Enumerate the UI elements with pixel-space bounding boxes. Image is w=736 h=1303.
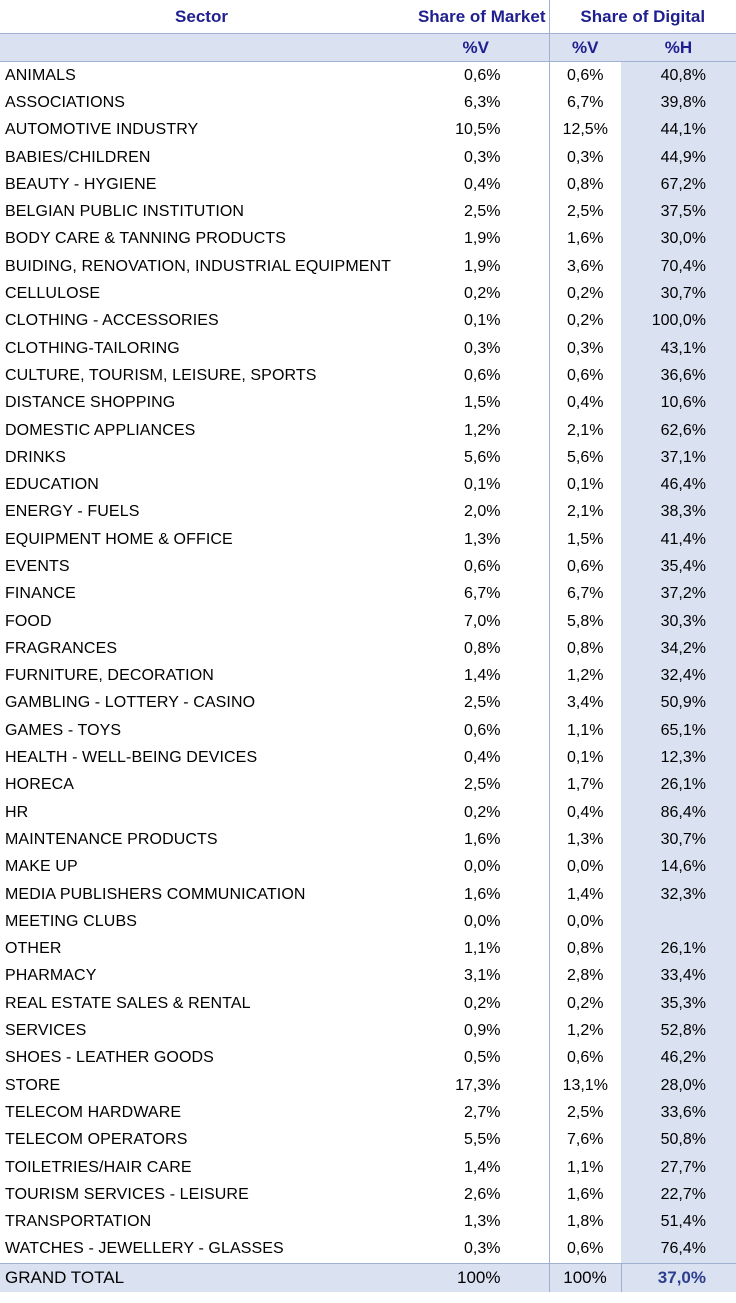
row-digital-h: 35,4% xyxy=(621,553,736,580)
row-digital-h: 30,7% xyxy=(621,826,736,853)
row-sector: TRANSPORTATION xyxy=(5,1213,152,1231)
row-sector: GAMBLING - LOTTERY - CASINO xyxy=(5,694,256,712)
row-sector: ENERGY - FUELS xyxy=(5,503,140,521)
table-row xyxy=(0,1236,736,1264)
table-row xyxy=(0,308,736,335)
row-market-v: 5,6% xyxy=(403,444,549,471)
row-market-v: 1,2% xyxy=(403,417,549,444)
row-digital-h: 100,0% xyxy=(621,308,736,335)
row-digital-h: 32,4% xyxy=(621,663,736,690)
table-row xyxy=(0,226,736,253)
table-row xyxy=(0,1208,736,1235)
row-market-v: 1,9% xyxy=(403,226,549,253)
row-market-v: 2,7% xyxy=(403,1099,549,1126)
row-digital-v: 7,6% xyxy=(567,1131,604,1149)
row-digital-h: 26,1% xyxy=(621,772,736,799)
row-digital-v: 13,1% xyxy=(562,1076,608,1094)
row-market-v: 2,0% xyxy=(403,499,549,526)
row-digital-v: 0,1% xyxy=(567,749,604,767)
row-market-v: 0,1% xyxy=(403,308,549,335)
grand-total-label: GRAND TOTAL xyxy=(0,1264,403,1293)
row-market-v: 0,6% xyxy=(403,62,549,90)
row-digital-h: 33,6% xyxy=(621,1099,736,1126)
row-digital-v: 1,6% xyxy=(567,230,604,248)
table-row xyxy=(0,1127,736,1154)
row-market-v: 1,9% xyxy=(403,253,549,280)
row-digital-v: 0,8% xyxy=(567,175,604,193)
table-row xyxy=(0,362,736,389)
header-share-of-digital: Share of Digital xyxy=(549,0,736,34)
table-row xyxy=(0,526,736,553)
table-row xyxy=(0,936,736,963)
row-digital-v: 0,8% xyxy=(567,639,604,657)
table-row xyxy=(0,608,736,635)
table-row xyxy=(0,417,736,444)
row-sector: TELECOM OPERATORS xyxy=(5,1131,188,1149)
row-sector: EQUIPMENT HOME & OFFICE xyxy=(5,530,233,548)
header-digital-h: %H xyxy=(621,34,736,62)
row-digital-h: 50,8% xyxy=(621,1127,736,1154)
row-digital-v: 2,5% xyxy=(567,203,604,221)
row-digital-v: 1,5% xyxy=(567,530,604,548)
row-market-v: 1,6% xyxy=(403,881,549,908)
row-digital-h: 35,3% xyxy=(621,990,736,1017)
row-digital-v: 1,1% xyxy=(567,1158,604,1176)
row-sector: FURNITURE, DECORATION xyxy=(5,667,214,685)
row-digital-h: 43,1% xyxy=(621,335,736,362)
row-digital-h: 46,2% xyxy=(621,1045,736,1072)
table-row xyxy=(0,198,736,225)
row-market-v: 10,5% xyxy=(403,117,549,144)
row-digital-h: 41,4% xyxy=(621,526,736,553)
row-sector: FOOD xyxy=(5,612,52,630)
row-digital-v: 0,6% xyxy=(567,366,604,384)
table-row xyxy=(0,553,736,580)
row-digital-h: 30,3% xyxy=(621,608,736,635)
row-digital-h: 40,8% xyxy=(621,62,736,90)
row-digital-h: 36,6% xyxy=(621,362,736,389)
table-row xyxy=(0,826,736,853)
row-digital-h: 70,4% xyxy=(621,253,736,280)
row-sector: DOMESTIC APPLIANCES xyxy=(5,421,196,439)
table-row xyxy=(0,990,736,1017)
grand-total-row xyxy=(0,1264,736,1293)
row-sector: FRAGRANCES xyxy=(5,639,118,657)
row-sector: TELECOM HARDWARE xyxy=(5,1103,182,1121)
row-sector: SERVICES xyxy=(5,1022,87,1040)
row-digital-v: 1,1% xyxy=(567,721,604,739)
table-row xyxy=(0,471,736,498)
table-row xyxy=(0,799,736,826)
row-market-v: 1,1% xyxy=(403,936,549,963)
header-share-of-market: Share of Market xyxy=(403,0,549,34)
row-sector: MAINTENANCE PRODUCTS xyxy=(5,830,218,848)
row-digital-h: 14,6% xyxy=(621,854,736,881)
row-market-v: 0,5% xyxy=(403,1045,549,1072)
header-sector: Sector xyxy=(0,0,403,34)
table-row xyxy=(0,1099,736,1126)
row-sector: HR xyxy=(5,803,29,821)
header-digital-v: %V xyxy=(549,34,621,62)
row-market-v: 0,8% xyxy=(403,635,549,662)
row-sector: PHARMACY xyxy=(5,967,97,985)
table-row xyxy=(0,772,736,799)
row-market-v: 7,0% xyxy=(403,608,549,635)
row-market-v: 0,0% xyxy=(403,908,549,935)
table-row xyxy=(0,744,736,771)
row-market-v: 1,5% xyxy=(403,390,549,417)
row-market-v: 2,5% xyxy=(403,198,549,225)
row-digital-h: 22,7% xyxy=(621,1181,736,1208)
row-digital-v: 3,6% xyxy=(567,257,604,275)
row-digital-v: 1,6% xyxy=(567,1185,604,1203)
row-sector: MEDIA PUBLISHERS COMMUNICATION xyxy=(5,885,306,903)
header-row-groups xyxy=(0,0,736,34)
row-digital-v: 0,0% xyxy=(567,858,604,876)
table-row xyxy=(0,690,736,717)
row-digital-h: 12,3% xyxy=(621,744,736,771)
row-digital-h: 39,8% xyxy=(621,89,736,116)
row-sector: BELGIAN PUBLIC INSTITUTION xyxy=(5,203,245,221)
table-row xyxy=(0,908,736,935)
row-market-v: 1,6% xyxy=(403,826,549,853)
row-digital-h: 46,4% xyxy=(621,471,736,498)
table-row xyxy=(0,144,736,171)
table-row xyxy=(0,881,736,908)
header-market-v: %V xyxy=(403,34,549,62)
row-sector: CLOTHING - ACCESSORIES xyxy=(5,312,219,330)
table-row xyxy=(0,390,736,417)
row-digital-v: 6,7% xyxy=(567,93,604,111)
table-row xyxy=(0,581,736,608)
row-digital-v: 2,8% xyxy=(567,967,604,985)
table-row xyxy=(0,1181,736,1208)
row-digital-h: 28,0% xyxy=(621,1072,736,1099)
table-row xyxy=(0,117,736,144)
row-market-v: 3,1% xyxy=(403,963,549,990)
grand-total-market-v: 100% xyxy=(403,1264,549,1293)
table-row xyxy=(0,1045,736,1072)
row-sector: REAL ESTATE SALES & RENTAL xyxy=(5,994,251,1012)
row-market-v: 0,2% xyxy=(403,799,549,826)
header-sector-blank xyxy=(0,34,403,62)
table-row xyxy=(0,335,736,362)
row-digital-v: 0,0% xyxy=(567,912,604,930)
row-sector: ASSOCIATIONS xyxy=(5,93,126,111)
row-market-v: 1,4% xyxy=(403,1154,549,1181)
row-digital-v: 0,3% xyxy=(567,339,604,357)
row-market-v: 0,0% xyxy=(403,854,549,881)
row-sector: BABIES/CHILDREN xyxy=(5,148,151,166)
row-market-v: 5,5% xyxy=(403,1127,549,1154)
row-digital-v: 3,4% xyxy=(567,694,604,712)
row-digital-h: 30,7% xyxy=(621,280,736,307)
row-digital-v: 2,1% xyxy=(567,503,604,521)
row-digital-h: 34,2% xyxy=(621,635,736,662)
row-sector: HORECA xyxy=(5,776,75,794)
row-market-v: 0,4% xyxy=(403,744,549,771)
row-digital-h: 65,1% xyxy=(621,717,736,744)
row-digital-h: 62,6% xyxy=(621,417,736,444)
row-sector: TOILETRIES/HAIR CARE xyxy=(5,1158,192,1176)
table-row xyxy=(0,1154,736,1181)
row-market-v: 0,3% xyxy=(403,1236,549,1264)
row-digital-v: 6,7% xyxy=(567,585,604,603)
row-digital-h: 30,0% xyxy=(621,226,736,253)
row-market-v: 0,6% xyxy=(403,362,549,389)
row-market-v: 2,6% xyxy=(403,1181,549,1208)
row-market-v: 2,5% xyxy=(403,772,549,799)
row-sector: TOURISM SERVICES - LEISURE xyxy=(5,1185,249,1203)
table-row xyxy=(0,663,736,690)
table-row xyxy=(0,89,736,116)
row-digital-v: 2,5% xyxy=(567,1103,604,1121)
row-digital-v: 1,7% xyxy=(567,776,604,794)
row-digital-h xyxy=(621,908,736,935)
table-row xyxy=(0,963,736,990)
row-sector: SHOES - LEATHER GOODS xyxy=(5,1049,214,1067)
row-digital-v: 1,4% xyxy=(567,885,604,903)
row-digital-v: 12,5% xyxy=(562,121,608,139)
row-digital-h: 37,1% xyxy=(621,444,736,471)
table-body xyxy=(0,62,736,1264)
table-row xyxy=(0,717,736,744)
row-digital-v: 1,2% xyxy=(567,1022,604,1040)
row-digital-h: 33,4% xyxy=(621,963,736,990)
table-row xyxy=(0,62,736,90)
row-digital-h: 27,7% xyxy=(621,1154,736,1181)
row-digital-v: 2,1% xyxy=(567,421,604,439)
row-sector: GAMES - TOYS xyxy=(5,721,122,739)
row-sector: ANIMALS xyxy=(5,66,76,84)
row-market-v: 1,4% xyxy=(403,663,549,690)
grand-total-digital-h: 37,0% xyxy=(621,1264,736,1293)
row-market-v: 0,3% xyxy=(403,335,549,362)
row-digital-v: 1,2% xyxy=(567,667,604,685)
row-sector: BUIDING, RENOVATION, INDUSTRIAL EQUIPMENT xyxy=(5,257,392,275)
row-sector: DISTANCE SHOPPING xyxy=(5,394,176,412)
row-sector: MAKE UP xyxy=(5,858,78,876)
header-row-measures xyxy=(0,34,736,62)
row-market-v: 0,3% xyxy=(403,144,549,171)
row-digital-v: 0,2% xyxy=(567,312,604,330)
row-market-v: 2,5% xyxy=(403,690,549,717)
table-row xyxy=(0,280,736,307)
row-digital-v: 0,1% xyxy=(567,476,604,494)
row-digital-h: 76,4% xyxy=(621,1236,736,1264)
row-market-v: 1,3% xyxy=(403,526,549,553)
row-market-v: 0,9% xyxy=(403,1017,549,1044)
row-sector: HEALTH - WELL-BEING DEVICES xyxy=(5,749,258,767)
row-sector: EVENTS xyxy=(5,557,70,575)
row-sector: EDUCATION xyxy=(5,476,99,494)
row-sector: OTHER xyxy=(5,940,62,958)
row-digital-h: 50,9% xyxy=(621,690,736,717)
table-row xyxy=(0,171,736,198)
table-row xyxy=(0,253,736,280)
table-row xyxy=(0,1017,736,1044)
table-row xyxy=(0,635,736,662)
row-digital-v: 0,8% xyxy=(567,940,604,958)
row-sector: CELLULOSE xyxy=(5,285,101,303)
row-market-v: 0,6% xyxy=(403,553,549,580)
row-digital-h: 10,6% xyxy=(621,390,736,417)
row-market-v: 0,4% xyxy=(403,171,549,198)
row-digital-v: 0,6% xyxy=(567,557,604,575)
table-row xyxy=(0,444,736,471)
row-sector: MEETING CLUBS xyxy=(5,912,137,930)
table-row xyxy=(0,1072,736,1099)
row-digital-v: 0,4% xyxy=(567,394,604,412)
row-sector: BODY CARE & TANNING PRODUCTS xyxy=(5,230,287,248)
row-digital-v: 0,2% xyxy=(567,994,604,1012)
row-sector: STORE xyxy=(5,1076,61,1094)
row-digital-h: 44,9% xyxy=(621,144,736,171)
row-digital-v: 0,6% xyxy=(567,1240,604,1258)
row-digital-v: 0,6% xyxy=(567,66,604,84)
row-digital-h: 32,3% xyxy=(621,881,736,908)
row-sector: WATCHES - JEWELLERY - GLASSES xyxy=(5,1240,284,1258)
row-digital-v: 0,6% xyxy=(567,1049,604,1067)
row-digital-v: 5,6% xyxy=(567,448,604,466)
row-digital-v: 0,2% xyxy=(567,285,604,303)
row-market-v: 17,3% xyxy=(403,1072,549,1099)
row-digital-h: 38,3% xyxy=(621,499,736,526)
row-digital-h: 37,2% xyxy=(621,581,736,608)
row-market-v: 6,3% xyxy=(403,89,549,116)
row-market-v: 1,3% xyxy=(403,1208,549,1235)
row-digital-h: 51,4% xyxy=(621,1208,736,1235)
row-digital-h: 52,8% xyxy=(621,1017,736,1044)
row-digital-v: 0,4% xyxy=(567,803,604,821)
table-row xyxy=(0,499,736,526)
table-row xyxy=(0,854,736,881)
row-market-v: 0,1% xyxy=(403,471,549,498)
row-digital-v: 5,8% xyxy=(567,612,604,630)
row-sector: AUTOMOTIVE INDUSTRY xyxy=(5,121,199,139)
row-market-v: 6,7% xyxy=(403,581,549,608)
grand-total-digital-v: 100% xyxy=(549,1264,621,1293)
row-market-v: 0,2% xyxy=(403,990,549,1017)
row-digital-h: 37,5% xyxy=(621,198,736,225)
row-digital-h: 86,4% xyxy=(621,799,736,826)
row-digital-h: 26,1% xyxy=(621,936,736,963)
row-sector: DRINKS xyxy=(5,448,67,466)
row-digital-h: 44,1% xyxy=(621,117,736,144)
row-digital-v: 0,3% xyxy=(567,148,604,166)
row-sector: CULTURE, TOURISM, LEISURE, SPORTS xyxy=(5,366,317,384)
row-sector: CLOTHING-TAILORING xyxy=(5,339,180,357)
row-sector: BEAUTY - HYGIENE xyxy=(5,175,157,193)
row-sector: FINANCE xyxy=(5,585,76,603)
row-digital-v: 1,8% xyxy=(567,1213,604,1231)
row-market-v: 0,2% xyxy=(403,280,549,307)
row-digital-h: 67,2% xyxy=(621,171,736,198)
row-market-v: 0,6% xyxy=(403,717,549,744)
row-digital-v: 1,3% xyxy=(567,830,604,848)
